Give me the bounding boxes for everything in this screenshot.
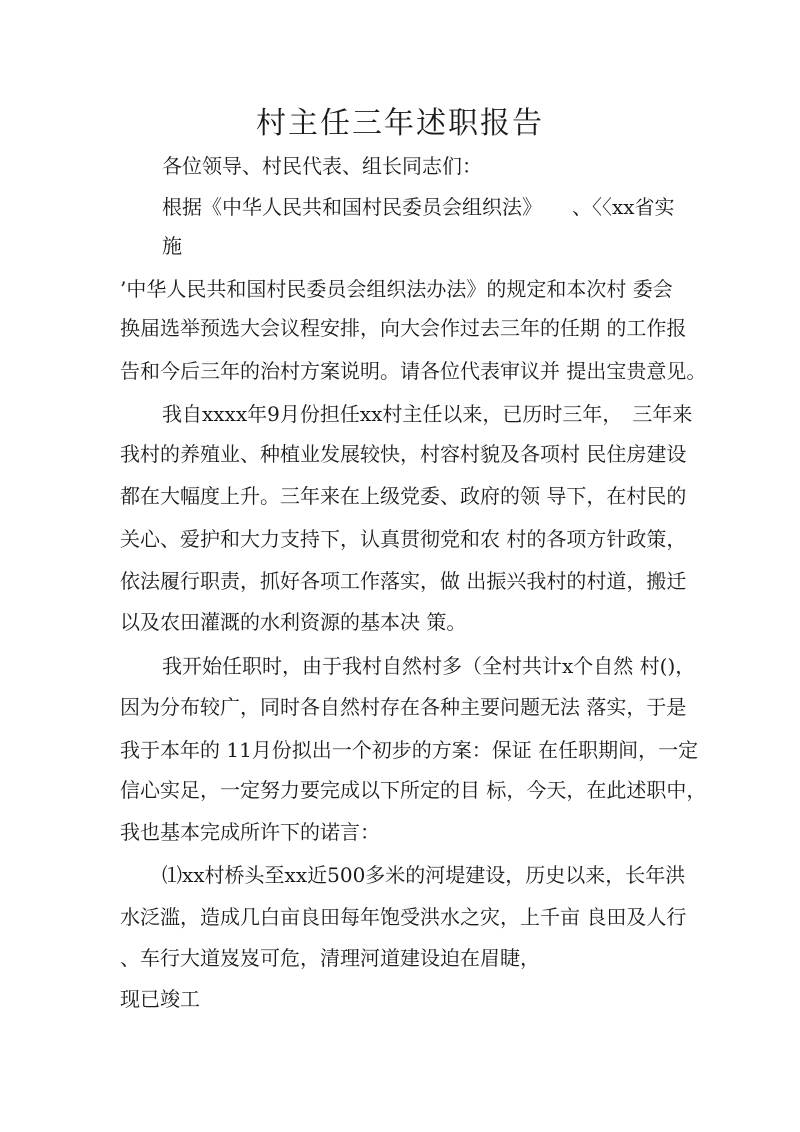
- paragraph-line: 我自xxxx年9月份担任xx村主任以来，已历时三年， 三年来: [162, 402, 693, 426]
- paragraph-line: 换届选举预选大会议程安排，向大会作过去三年的任期 的工作报: [120, 316, 687, 340]
- paragraph-line: 根据《中华人民共和国村民委员会组织法》 、〈〈xx省实: [162, 195, 675, 219]
- paragraph-line: 告和今后三年的治村方案说明。请各位代表审议并 提出宝贵意见。: [120, 359, 707, 383]
- paragraph-line: 我开始任职时，由于我村自然村多（全村共计x个自然 村()，: [162, 654, 696, 678]
- paragraph-line: 我也基本完成所许下的诺言：: [120, 820, 380, 844]
- paragraph-line: 关心、爱护和大力支持下，认真贯彻党和农 村的各项方针政策，: [120, 527, 687, 551]
- paragraph-line: 、车行大道岌岌可危，清理河道建设迫在眉睫，: [120, 946, 540, 970]
- paragraph-line: 因为分布较广，同时各自然村存在各种主要问题无法 落实，于是: [120, 695, 687, 719]
- paragraph-line: 我于本年的 11月份拟出一个初步的方案：保证 在任职期间，一定: [120, 738, 699, 762]
- document-title: 村主任三年述职报告: [256, 106, 544, 141]
- paragraph-line: 都在大幅度上升。三年来在上级党委、政府的领 导下，在村民的: [120, 484, 687, 508]
- paragraph-line: 以及农田灌溉的水利资源的基本决 策。: [120, 610, 467, 634]
- paragraph-line: 施: [162, 234, 182, 258]
- paragraph-line: ’中华人民共和国村民委员会组织法办法》的规定和本次村 委会: [120, 277, 673, 301]
- paragraph-line: 水泛滥，造成几白亩良田每年饱受洪水之灾，上千亩 良田及人行: [120, 905, 687, 929]
- paragraph-line: 各位领导、村民代表、组长同志们：: [162, 154, 482, 178]
- paragraph-line: 我村的养殖业、种植业发展较快，村容村貌及各项村 民住房建设: [120, 442, 687, 466]
- paragraph-line: 信心实足，一定努力要完成以下所定的目 标，今天，在此述职中，: [120, 778, 707, 802]
- paragraph-line: 依法履行职责，抓好各项工作落实，做 出振兴我村的村道，搬迁: [120, 569, 687, 593]
- paragraph-line: 现已竣工: [120, 987, 200, 1011]
- paragraph-line: ⑴xx村桥头至xx近500多米的河堤建设，历史以来，长年洪: [162, 863, 686, 887]
